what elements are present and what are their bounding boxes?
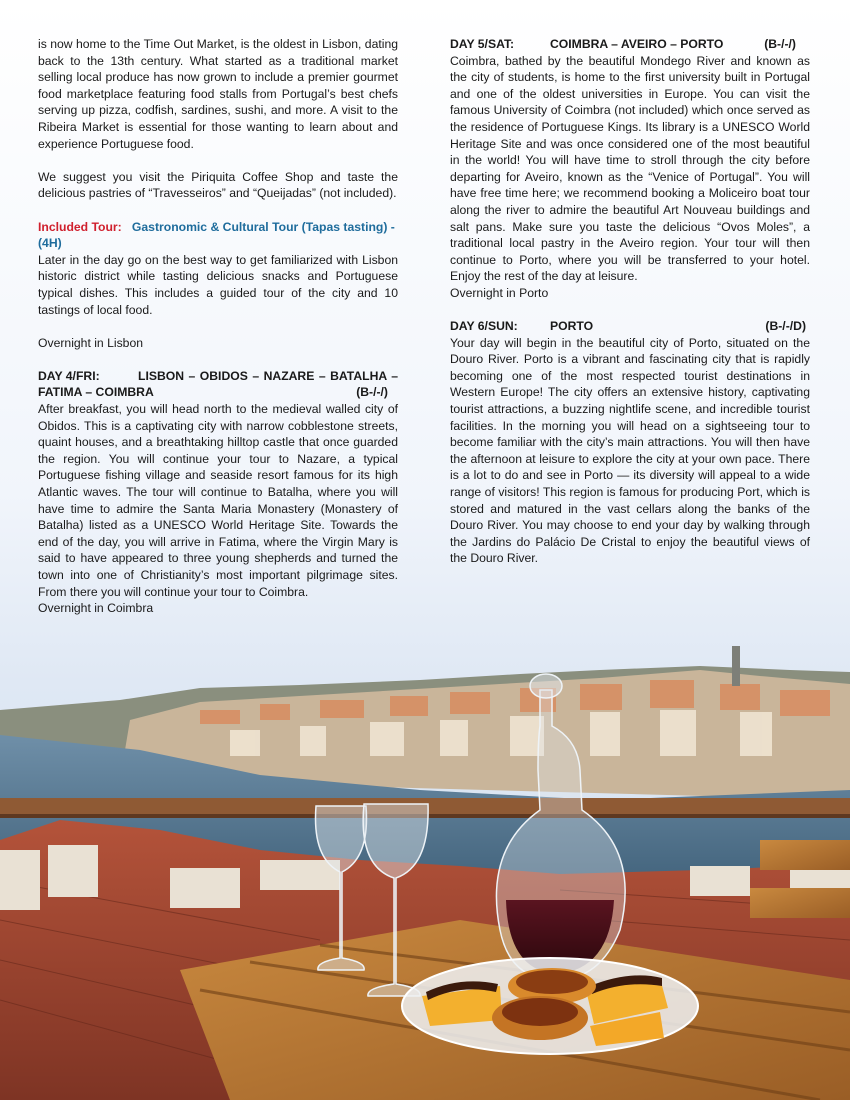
day6-heading — [450, 318, 810, 335]
day5-heading — [450, 36, 810, 53]
day5-meals: (B-/-/) — [764, 37, 796, 51]
included-tour-heading — [38, 219, 398, 252]
tapas-tour-paragraph: Later in the day go on the best way to get familiarized with Lisbon historic district while tasting delicious snacks and Portuguese typical dishes. This includes a guided tour of the city and 10 tastings of local food. — [38, 252, 398, 317]
piriquita-paragraph: We suggest you visit the Piriquita Coffee Shop and taste the delicious pastries of “Travesseiros” and “Queijadas” (not included). — [38, 169, 398, 201]
overnight-lisbon: Overnight in Lisbon — [38, 335, 144, 350]
day4-route-line1: LISBON – OBIDOS – NAZARE – BATALHA – — [138, 368, 398, 383]
right-column — [450, 36, 810, 567]
day6-meals: (B-/-/D) — [765, 319, 806, 334]
day4-heading — [38, 368, 398, 401]
day6-body: Your day will begin in the beautiful city of Porto, situated on the Douro River. Porto is a vibrant and fascinating city that is rapidly becoming one of the most respected tourist destinations in Western Europe! The city offers an extensive history, captivating tourist attractions, a buzzing nightlife scene, and incredible tourist facilities. In the morning you will head on a sightseeing tour to become familiar with the city’s main attractions. You will then have the afternoon at leisure to explore the city at your own pace. There is a lot to do and see in Porto — its diversity will appeal to a wide range of visitors! This region is famous for producing Port, which is stored and matured in the vast cellars along the banks of the Douro River. You may choose to end your day by walking through the Jardins do Palácio De Cristal to enjoy the beautiful views of the Douro River. — [450, 335, 810, 566]
included-tour-label: Included Tour: — [38, 219, 122, 234]
left-column — [38, 36, 398, 617]
day4-route-line2: FATIMA – COIMBRA — [38, 385, 154, 400]
day4-body: After breakfast, you will head north to the medieval walled city of Obidos. This is a captivating city with narrow cobblestone streets, quaint houses, and a breathtaking hilltop castle that once guarded the region. You will continue your tour to Nazare, a typical Portuguese fishing village and seaside resort famous for its high Atlantic waves. The tour will continue to Batalha, where you will have time to admire the Santa Maria Monastery (Monastery of Batalha) listed as a UNESCO World Heritage Site. Towards the end of the day, you will arrive in Fatima, where the Virgin Mary is said to have appeared to three young shepherds and turned the town into one of Christianity’s most important pilgrimage sites. From there you will continue your tour to Coimbra. — [38, 402, 398, 599]
day6-label: DAY 6/SUN: — [450, 319, 518, 334]
day5-body: Coimbra, bathed by the beautiful Mondego River and known as the city of students, is home to the first university built in Portugal and one of the oldest universities in Europe. You can visit the famous University of Coimbra (not included) which once served as the residence of Portuguese Kings. Its library is a UNESCO World Heritage Site and was once considered one of the most beautiful in the world! You will have time to stroll through the city before departing for Aveiro, known as the “Venice of Portugal”. You will have free time here; we recommend booking a Moliceiro boat tour along the river to admire the beautiful Art Nouveau buildings and salt pans. Make sure you taste the delicious “Ovos Moles”, a traditional local pastry in the Aveiro region. Your tour will then continue to Porto, where you will be transferred to your hotel. Enjoy the rest of the day at leisure. — [450, 53, 810, 284]
ribeira-market-paragraph: is now home to the Time Out Market, is the oldest in Lisbon, dating back to the 13th century. What started as a traditional market selling local produce has now grown to include a premier gourmet food marketplace featuring food stalls from Portugal’s best chefs serving up pizza, codfish, sardines, sushi, and more. A visit to the Ribeira Market is essential for those wanting to learn about and experience Portuguese food. — [38, 37, 398, 151]
day4-meals: (B-/-/) — [356, 385, 388, 400]
included-tour-name: Gastronomic & Cultural Tour (Tapas tasting) - (4H) — [38, 219, 395, 251]
day4-label: DAY 4/FRI: — [38, 368, 100, 383]
day5-route: COIMBRA – AVEIRO – PORTO — [550, 37, 724, 51]
day6-route: PORTO — [550, 319, 594, 334]
porto-view-photo — [0, 640, 850, 1100]
overnight-porto: Overnight in Porto — [450, 285, 549, 300]
overnight-coimbra: Overnight in Coimbra — [38, 601, 154, 616]
day5-label: DAY 5/SAT: — [450, 37, 515, 51]
